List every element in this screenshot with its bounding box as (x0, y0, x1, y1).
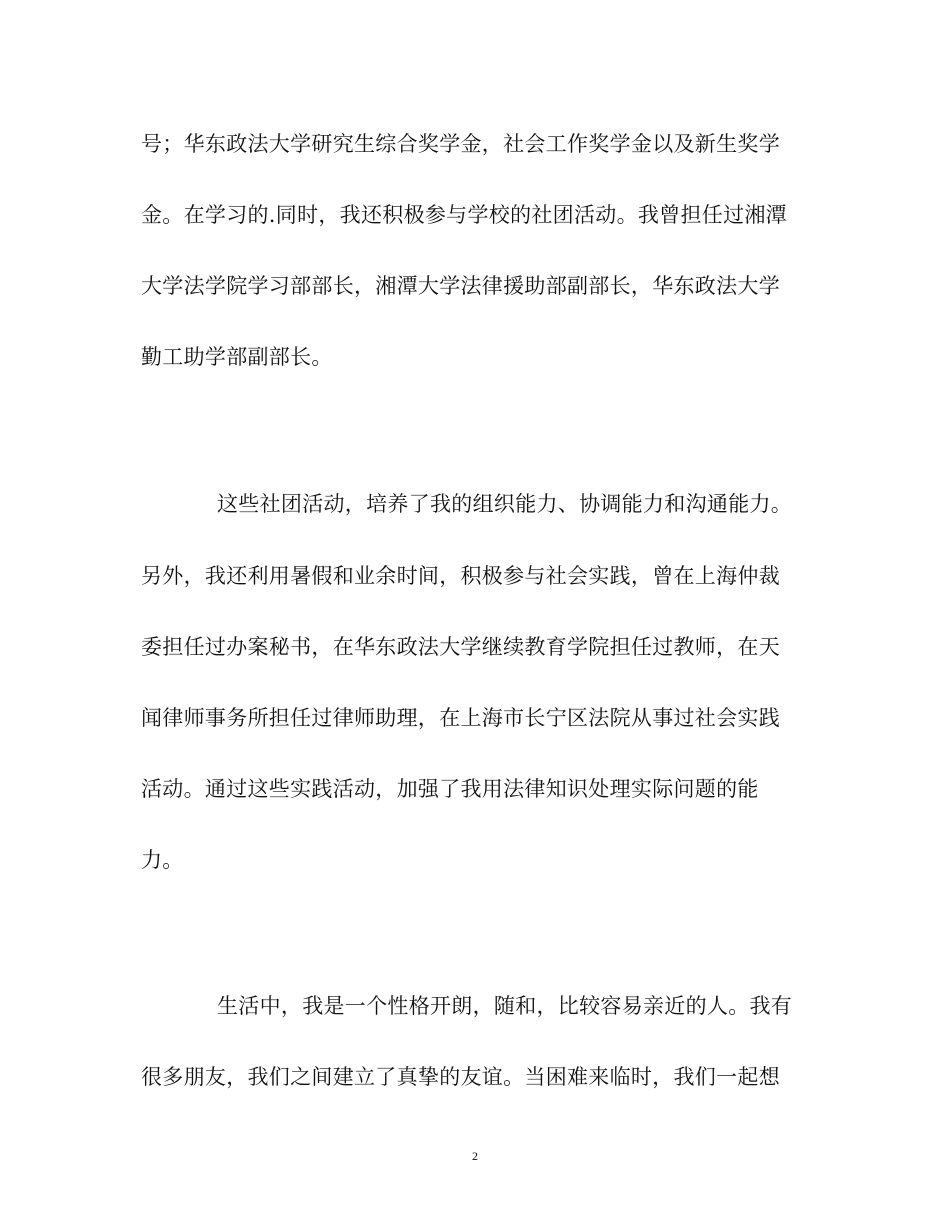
paragraph-2-line-4: 闻律师事务所担任过律师助理，在上海市长宁区法院从事过社会实践 (141, 706, 780, 730)
paragraph-3-line-2: 很多朋友，我们之间建立了真挚的友谊。当困难来临时，我们一起想 (141, 1065, 780, 1089)
paragraph-2-line-5: 活动。通过这些实践活动，加强了我用法律知识处理实际问题的能 (141, 777, 759, 801)
page-number: 2 (472, 1149, 478, 1163)
paragraph-2-line-6: 力。 (141, 848, 184, 872)
paragraph-2-line-2: 另外，我还利用暑假和业余时间，积极参与社会实践，曾在上海仲裁 (141, 564, 780, 588)
paragraph-3-line-1: 生活中，我是一个性格开朗，随和，比较容易亲近的人。我有 (217, 994, 793, 1018)
paragraph-2-line-3: 委担任过办案秘书，在华东政法大学继续教育学院担任过教师，在天 (141, 635, 780, 659)
paragraph-1-line-3: 大学法学院学习部部长，湘潭大学法律援助部副部长，华东政法大学 (141, 274, 780, 298)
paragraph-2-line-1: 这些社团活动，培养了我的组织能力、协调能力和沟通能力。 (217, 492, 793, 516)
paragraph-1-line-2: 金。在学习的.同时，我还积极参与学校的社团活动。我曾担任过湘潭 (141, 203, 787, 227)
paragraph-1-line-4: 勤工助学部副部长。 (141, 345, 333, 369)
paragraph-1-line-1: 号；华东政法大学研究生综合奖学金，社会工作奖学金以及新生奖学 (141, 132, 780, 156)
